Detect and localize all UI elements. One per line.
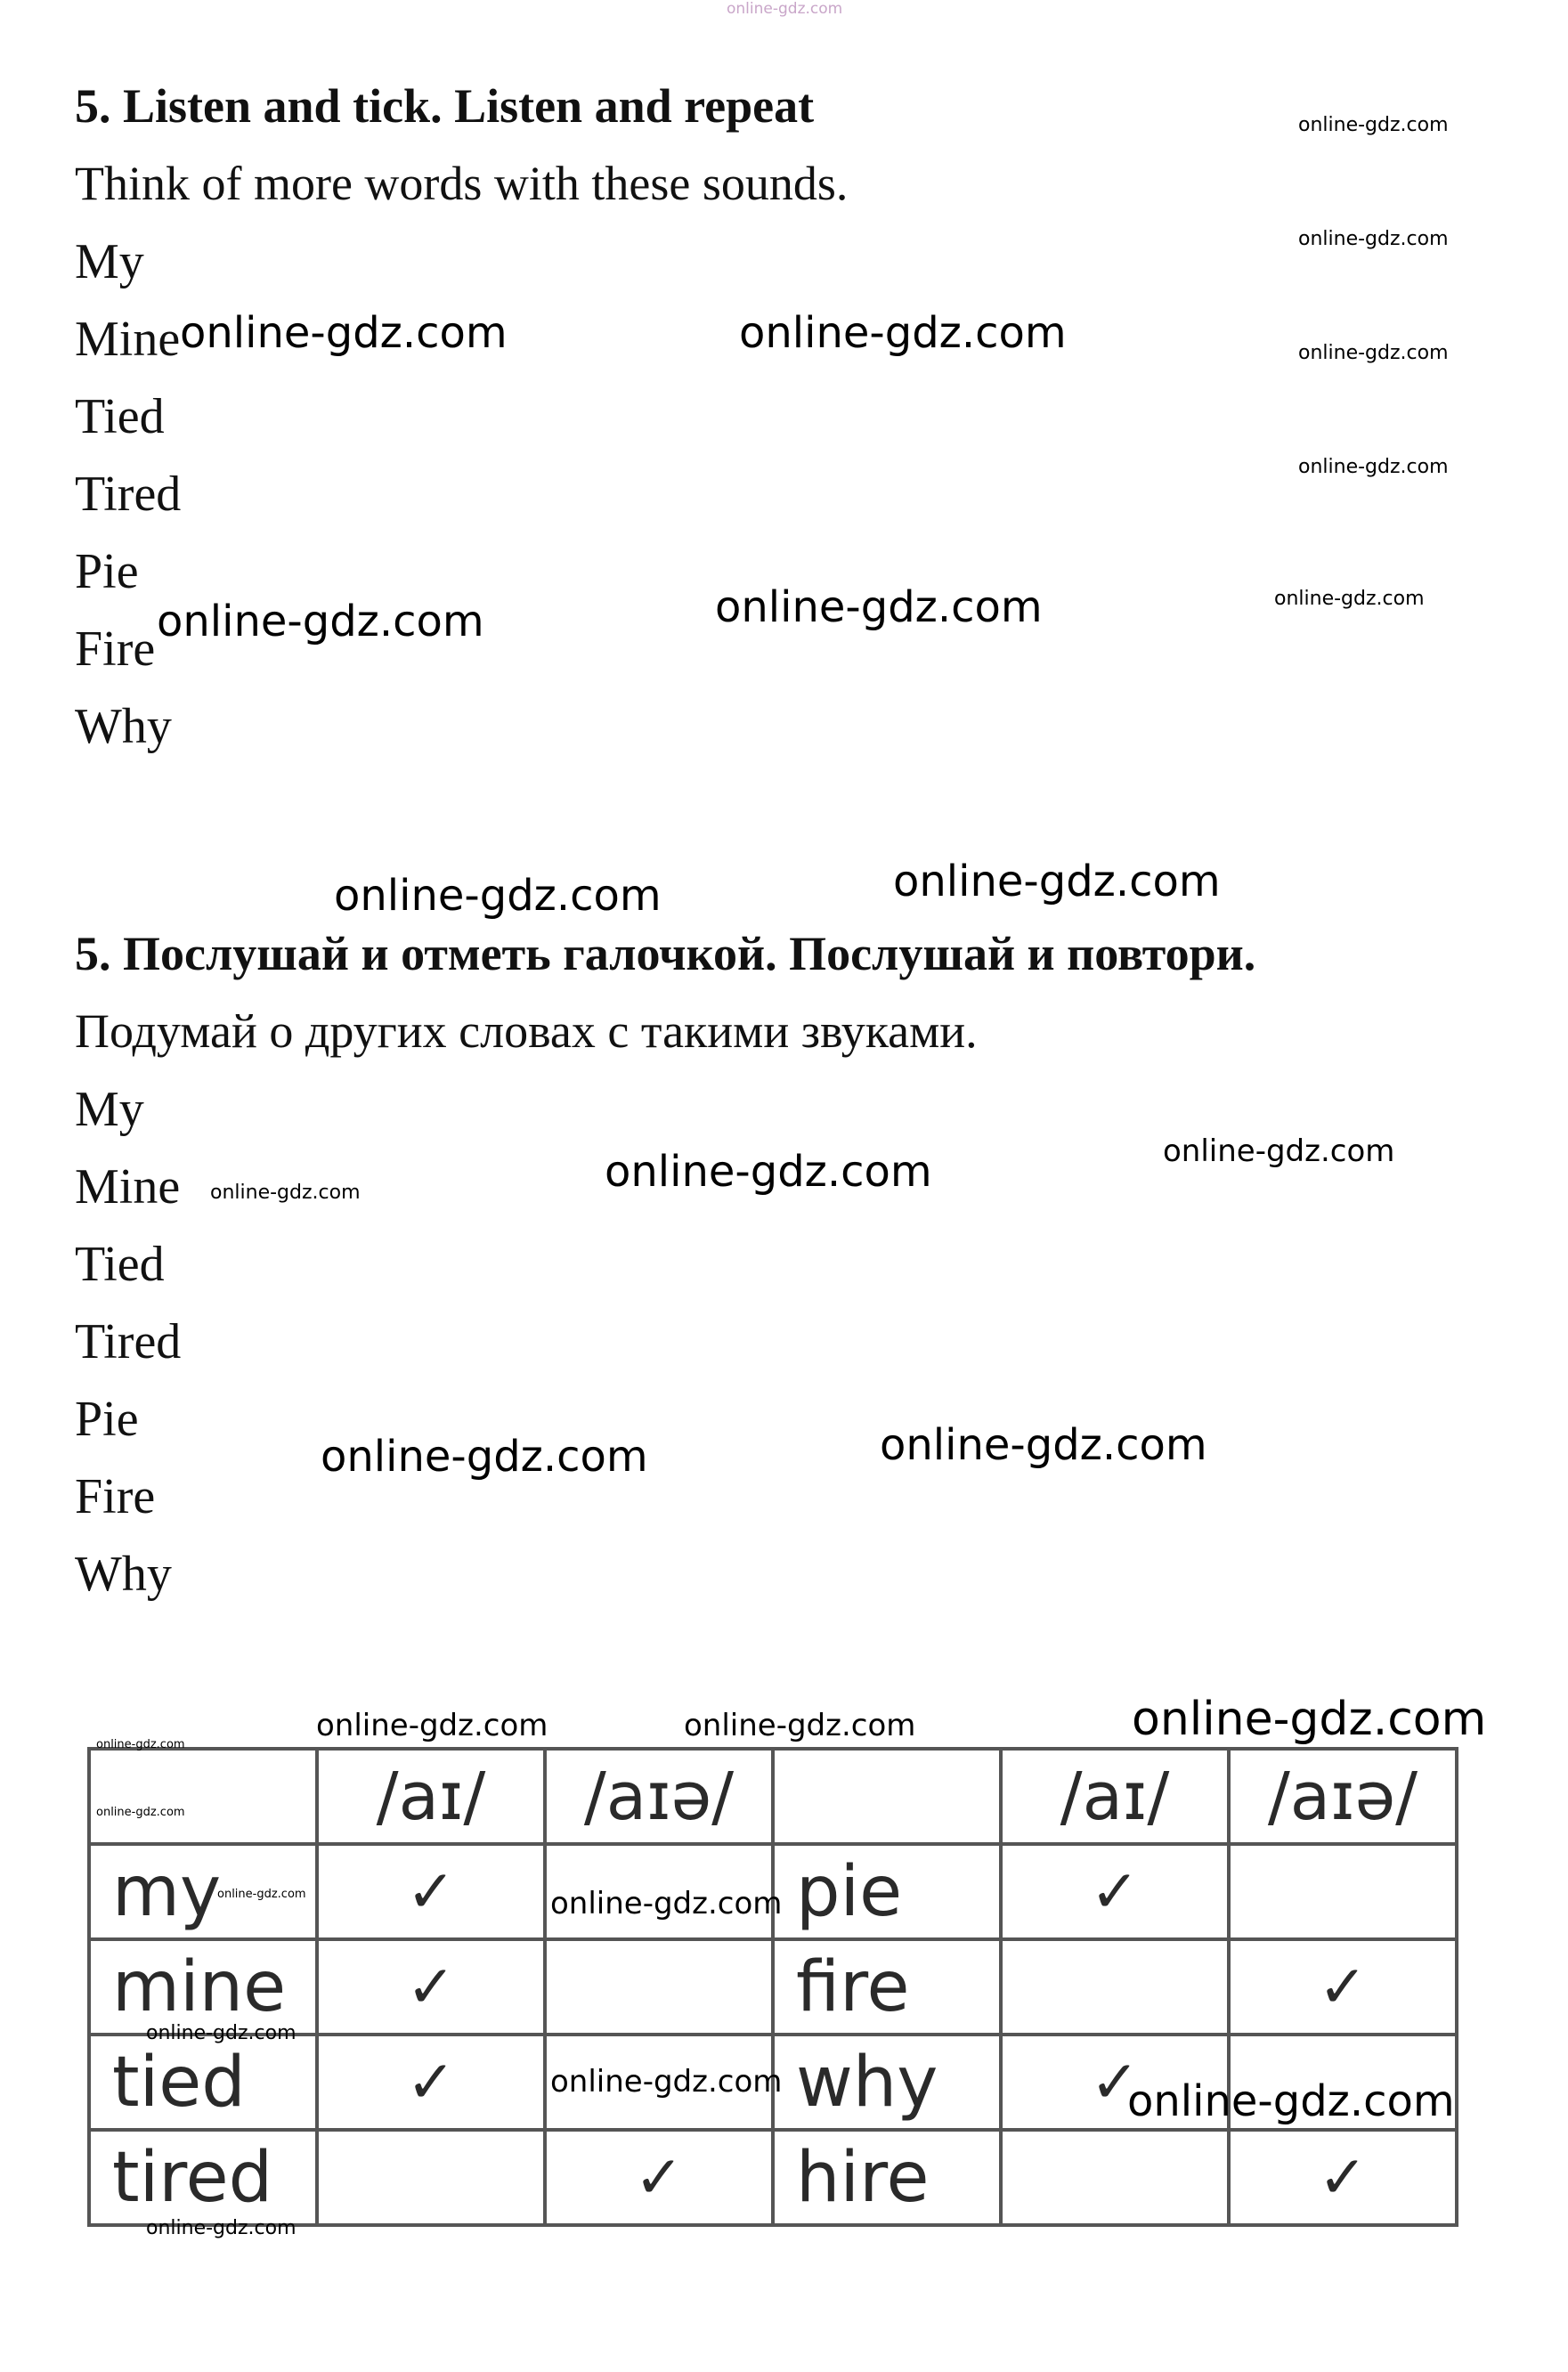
word-ru-1: My [75, 1082, 144, 1137]
watermark: online-gdz.com [96, 1806, 185, 1819]
tick-mark: ✓ [317, 1844, 545, 1939]
tick-mark: ✓ [1229, 2130, 1457, 2225]
tick-mark: ✓ [545, 2130, 773, 2225]
watermark: online-gdz.com [739, 308, 1067, 358]
tick-mark: ✓ [1229, 1939, 1457, 2035]
tick-mark: ✓ [317, 1939, 545, 2035]
left-word: tied [89, 2035, 317, 2130]
tick-mark: ✓ [317, 2035, 545, 2130]
exercise-heading-en: 5. Listen and tick. Listen and repeat [75, 79, 815, 133]
header-watermark: online-gdz.com [727, 0, 843, 18]
watermark: online-gdz.com [605, 1147, 932, 1197]
word-en-6: Fire [75, 621, 156, 677]
tick-mark: ✓ [1001, 1844, 1229, 1939]
watermark: online-gdz.com [180, 308, 508, 358]
right-word: hire [773, 2130, 1001, 2225]
tick-cell [1001, 1939, 1229, 2035]
tick-cell [1229, 1844, 1457, 1939]
table-header-row [89, 1749, 1457, 1844]
word-ru-6: Fire [75, 1469, 156, 1524]
word-ru-3: Tied [75, 1237, 165, 1292]
watermark: online-gdz.com [550, 2064, 783, 2100]
sounds-table [87, 1747, 1458, 2227]
watermark: online-gdz.com [146, 2217, 297, 2239]
watermark: online-gdz.com [1132, 1693, 1487, 1746]
word-en-3: Tied [75, 389, 165, 444]
watermark: online-gdz.com [715, 582, 1043, 632]
left-word: my [89, 1844, 317, 1939]
tick-cell [545, 1939, 773, 2035]
tick-cell [317, 2130, 545, 2225]
watermark: online-gdz.com [684, 1708, 916, 1743]
word-en-5: Pie [75, 544, 139, 599]
right-word: fire [773, 1939, 1001, 2035]
word-en-1: My [75, 234, 144, 289]
right-word: why [773, 2035, 1001, 2130]
table-row [89, 2130, 1457, 2225]
watermark: online-gdz.com [1298, 228, 1449, 250]
word-en-4: Tired [75, 467, 182, 522]
watermark: online-gdz.com [1298, 456, 1449, 478]
left-word: mine [89, 1939, 317, 2035]
watermark: online-gdz.com [550, 1886, 783, 1921]
watermark: online-gdz.com [217, 1888, 306, 1901]
watermark: online-gdz.com [334, 871, 662, 921]
table-middle-empty-cell [773, 1749, 1001, 1844]
right-word: pie [773, 1844, 1001, 1939]
watermark: online-gdz.com [1163, 1133, 1395, 1169]
watermark: online-gdz.com [893, 857, 1221, 906]
watermark: online-gdz.com [1274, 588, 1425, 610]
sound-header-ai-2: /aɪ/ [1001, 1749, 1229, 1844]
watermark: online-gdz.com [210, 1182, 361, 1204]
sound-header-aie-2: /aɪə/ [1229, 1749, 1457, 1844]
word-en-2: Mine [75, 312, 181, 367]
watermark: online-gdz.com [157, 597, 484, 646]
watermark: online-gdz.com [96, 1738, 185, 1751]
tick-mark: ✓ [1001, 2035, 1229, 2130]
watermark: online-gdz.com [1298, 114, 1449, 136]
word-en-7: Why [75, 699, 172, 754]
tick-cell [1001, 2130, 1229, 2225]
exercise-instruction-ru: Подумай о других словах с такими звуками. [75, 1004, 978, 1058]
word-ru-4: Tired [75, 1314, 182, 1369]
exercise-heading-ru: 5. Послушай и отметь галочкой. Послушай и повтори. [75, 927, 1256, 980]
word-ru-2: Mine [75, 1159, 181, 1214]
watermark: online-gdz.com [146, 2022, 297, 2044]
exercise-instruction-en: Think of more words with these sounds. [75, 157, 849, 210]
watermark: online-gdz.com [880, 1420, 1207, 1470]
table-row [89, 1939, 1457, 2035]
watermark: online-gdz.com [1298, 342, 1449, 364]
watermark: online-gdz.com [316, 1708, 548, 1743]
sound-header-ai: /aɪ/ [317, 1749, 545, 1844]
watermark: online-gdz.com [1127, 2076, 1455, 2126]
sound-header-aie: /aɪə/ [545, 1749, 773, 1844]
watermark: online-gdz.com [321, 1432, 648, 1482]
table-corner-cell [89, 1749, 317, 1844]
word-ru-7: Why [75, 1547, 172, 1602]
left-word: tired [89, 2130, 317, 2225]
word-ru-5: Pie [75, 1392, 139, 1447]
